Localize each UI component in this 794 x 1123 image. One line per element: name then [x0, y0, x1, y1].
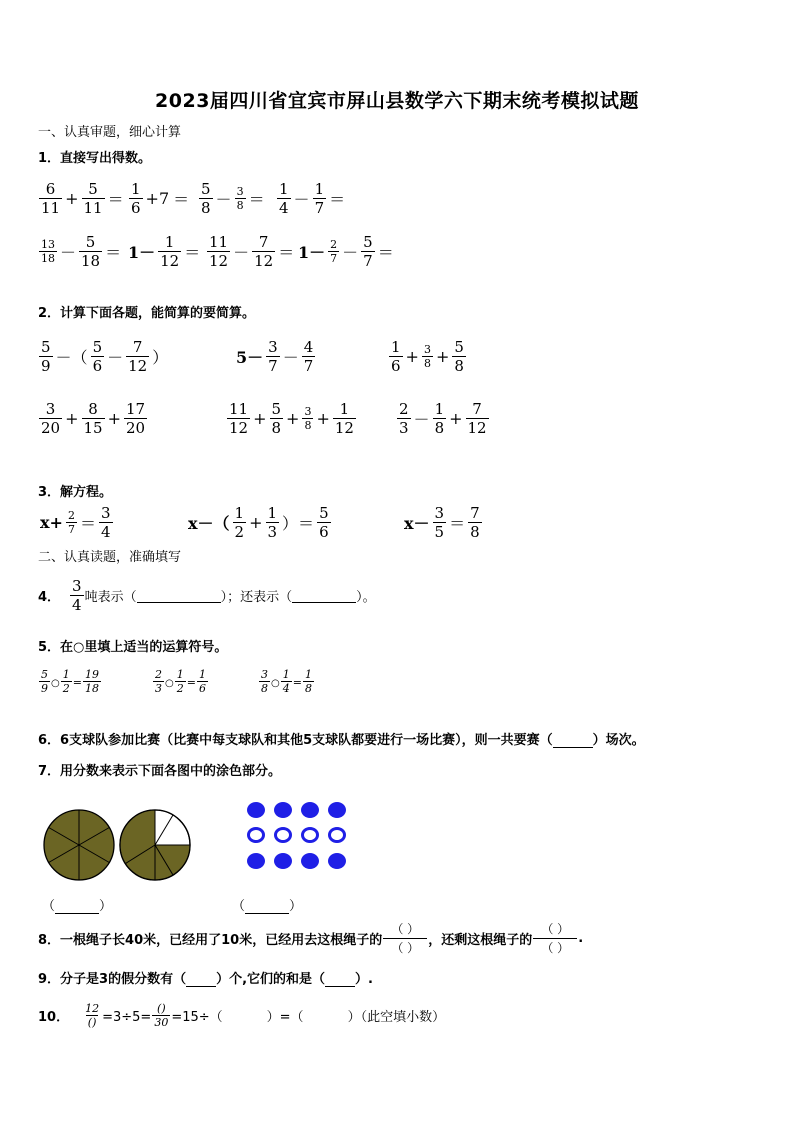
question-4: 4． $\frac{3}{4}$ 吨表示（ ）；还表示（ ）。 — [38, 577, 376, 614]
q7-pie-figures — [38, 800, 198, 890]
q4-blank-1[interactable] — [137, 588, 221, 603]
q6-blank[interactable] — [553, 733, 593, 748]
q5-item-1: $\frac{5}{9}$ ○ $\frac{1}{2}$ = $\frac{19}{18}$ — [41, 668, 99, 695]
q1-expr-4: $\frac{1}{4}$ － $\frac{1}{7}$ ＝ — [279, 180, 346, 217]
pie-circle-1 — [44, 810, 114, 880]
q4-blank-2[interactable] — [292, 588, 356, 603]
question-2-label: 2．计算下面各题，能简算的要简算。 — [38, 306, 256, 321]
pie-circle-2 — [120, 810, 190, 880]
q1-expr-5: $\frac{13}{18}$ － $\frac{5}{18}$ ＝ — [41, 233, 122, 270]
q7-answer-1: （ ） — [42, 899, 113, 914]
q1-expr-6: 1－ $\frac{1}{12}$ ＝ — [128, 233, 201, 270]
question-7-label: 7．用分数来表示下面各图中的涂色部分。 — [38, 764, 282, 779]
section-heading-1: 一、认真审题，细心计算 — [38, 125, 182, 140]
q1-expr-2: $\frac{1}{6}$ +7 ＝ — [131, 180, 190, 217]
q5-item-2: $\frac{2}{3}$ ○ $\frac{1}{2}$ = $\frac{1}{6}$ — [155, 668, 206, 695]
question-6: 6．6支球队参加比赛（比赛中每支球队和其他5支球队都要进行一场比赛），则一共要赛（ ）场次。 — [38, 733, 645, 748]
q5-circle-2[interactable]: ○ — [165, 678, 174, 689]
question-8: 8．一根绳子长40米，已经用了10米，已经用去这根绳子的 $\frac{( )}{( )}$ ，还剩这根绳子的 $\frac{( )}{( )}$ . — [38, 922, 584, 955]
q9-blank-1[interactable] — [186, 972, 216, 987]
q5-circle-1[interactable]: ○ — [51, 678, 60, 689]
q2-expr-2: 5－ $\frac{3}{7}$ － $\frac{4}{7}$ — [236, 338, 314, 375]
q7-answer-2: （ ） — [232, 899, 303, 914]
q8-blank-fraction-2[interactable]: $\frac{( )}{( )}$ — [533, 920, 577, 957]
q2-expr-4: $\frac{3}{20}$ + $\frac{8}{15}$ + $\frac{17}{20}$ — [41, 400, 146, 437]
question-1-label: 1．直接写出得数。 — [38, 151, 152, 166]
q1-expr-8: 1－ $\frac{2}{7}$ － $\frac{5}{7}$ ＝ — [298, 233, 394, 270]
q1-expr-3: $\frac{5}{8}$ － $\frac{3}{8}$ ＝ — [201, 180, 265, 217]
question-3-label: 3．解方程。 — [38, 485, 113, 500]
q3-equation-3: x－ $\frac{3}{5}$ ＝ $\frac{7}{8}$ — [404, 504, 480, 541]
section-heading-2: 二、认真读题，准确填写 — [38, 550, 182, 565]
dot-row-filled-top — [247, 802, 346, 818]
q2-expr-5: $\frac{11}{12}$ + $\frac{5}{8}$ + $\frac{3}{8}$ + $\frac{1}{12}$ — [229, 400, 354, 437]
q5-item-3: $\frac{3}{8}$ ○ $\frac{1}{4}$ = $\frac{1}{8}$ — [261, 668, 312, 695]
q1-expr-7: $\frac{11}{12}$ － $\frac{7}{12}$ ＝ — [209, 233, 295, 270]
q2-expr-1: $\frac{5}{9}$ －（ $\frac{5}{6}$ － $\frac{7}{12}$ ） — [41, 338, 169, 375]
q3-equation-2: x－（ $\frac{1}{2}$ + $\frac{1}{3}$ ）＝ $\frac{5}{6}$ — [188, 504, 329, 541]
dot-row-filled-bottom — [247, 853, 346, 869]
q2-expr-6: $\frac{2}{3}$ － $\frac{1}{8}$ + $\frac{7}{12}$ — [399, 400, 487, 437]
question-5-label: 5．在○里填上适当的运算符号。 — [38, 640, 228, 655]
dot-row-hollow — [249, 829, 345, 842]
q7-dot-grid — [240, 798, 360, 874]
q1-expr-1: $\frac{6}{11}$ + $\frac{5}{11}$ ＝ — [41, 180, 124, 217]
q7-blank-2[interactable] — [245, 899, 289, 914]
q2-expr-3: $\frac{1}{6}$ + $\frac{3}{8}$ + $\frac{5}{8}$ — [391, 338, 464, 375]
q5-circle-3[interactable]: ○ — [271, 678, 280, 689]
q3-equation-1: x+ $\frac{2}{7}$ ＝ $\frac{3}{4}$ — [40, 504, 111, 541]
question-9: 9．分子是3的假分数有（ ）个,它们的和是（ ）. — [38, 972, 373, 987]
q7-blank-1[interactable] — [55, 899, 99, 914]
page-title: 2023届四川省宜宾市屏山县数学六下期末统考模拟试题 — [155, 90, 639, 112]
q9-blank-2[interactable] — [325, 972, 355, 987]
question-10: 10． $\frac{12}{()}$ =3÷5= $\frac{()}{30}$ =15÷（ ）=（ ）（此空填小数） — [38, 1002, 446, 1029]
q8-blank-fraction-1[interactable]: $\frac{( )}{( )}$ — [383, 920, 427, 957]
